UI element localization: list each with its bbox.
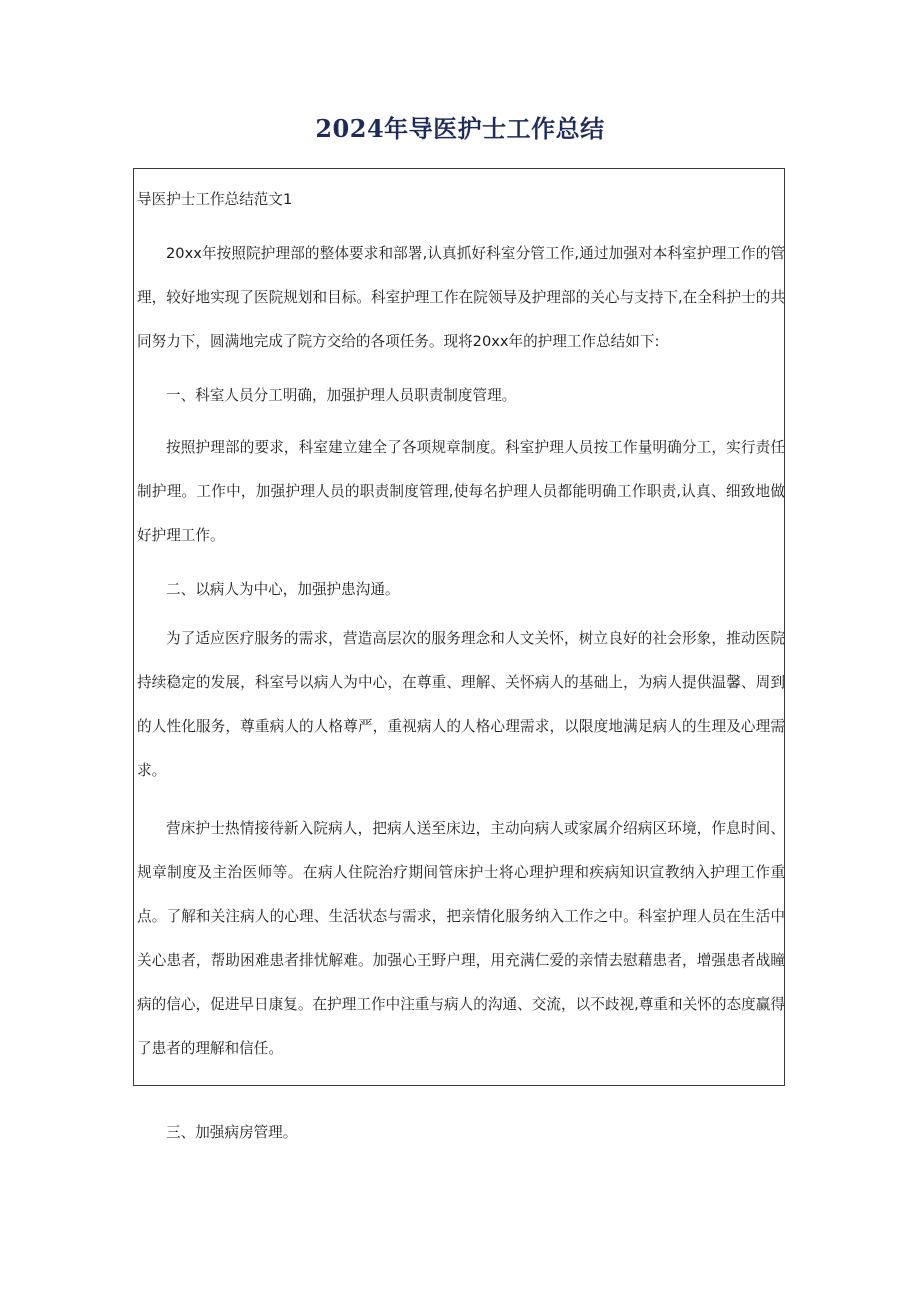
paragraph-2: 为了适应医疗服务的需求，营造高层次的服务理念和人文关怀，树立良好的社会形象，推动医院持续稳定的发展，科室号以病人为中心，在尊重、理解、关怀病人的基础上，为病人提供温馨、周到的人性化服务，尊重病人的人格尊严，重视病人的人格心理需求，以限度地满足病人的生理及心理需求。 <box>137 630 785 779</box>
section-heading-2: 二、以病人为中心，加强护患沟通。 <box>166 581 400 598</box>
section-heading-3: 三、加强病房管理。 <box>166 1124 298 1141</box>
paragraph-3: 营床护士热情接待新入院病人，把病人送至床边，主动向病人或家属介绍病区环境，作息时间、规章制度及主治医师等。在病人住院治疗期间管床护士将心理护理和疾病知识宣教纳入护理工作重点。了解和关注病人的心理、生活状态与需求，把亲情化服务纳入工作之中。科室护理人员在生活中关心患者，帮助困难患者排忧解难。加强心王野户理，用充满仁爱的亲情去慰藉患者，增强患者战瞳病的信心，促进早日康复。在护理工作中注重与病人的沟通、交流，以不歧视,尊重和关怀的态度赢得了患者的理解和信任。 <box>137 820 785 1057</box>
paragraph-intro: 20xx年按照院护理部的整体要求和部署,认真抓好科室分管工作,通过加强对本科室护理工作的管理，较好地实现了医院规划和目标。科室护理工作在院领导及护理部的关心与支持下,在全科护士的共同努力下，圆满地完成了院方交给的各项任务。现将20xx年的护理工作总结如下: <box>137 245 785 350</box>
document-title: 2024年导医护士工作总结 <box>315 114 605 143</box>
section-heading: 导医护士工作总结范文1 <box>137 191 293 208</box>
paragraph-1: 按照护理部的要求，科室建立建全了各项规章制度。科室护理人员按工作量明确分工，实行责任制护理。工作中，加强护理人员的职责制度管理,使每名护理人员都能明确工作职责,认真、细致地做好护理工作。 <box>137 439 785 544</box>
section-heading-1: 一、科室人员分工明确，加强护理人员职责制度管理。 <box>166 387 517 404</box>
